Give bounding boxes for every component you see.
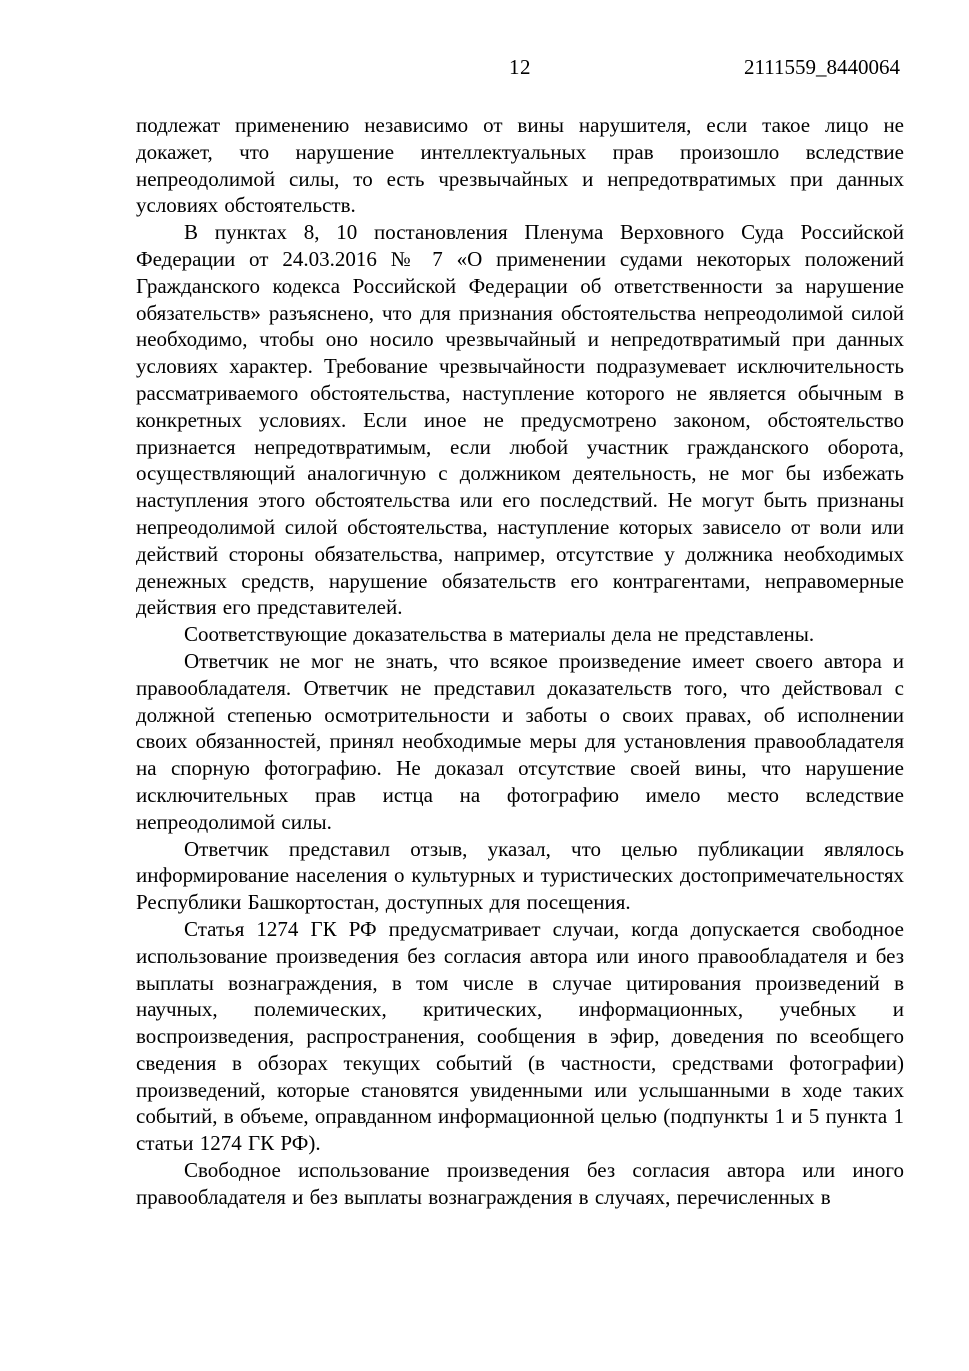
paragraph: Свободное использование произведения без согласия автора или иного правообладателя и без выплаты вознаграждения в случаях, перечисленных в <box>136 1158 904 1209</box>
paragraph: Ответчик не мог не знать, что всякое произведение имеет своего автора и правообладателя. Ответчик не представил доказательств того, что действовал с должной степенью осмотрительности и заботы о своих правах, об исполнении своих обязанностей, принял необходимые меры для установления правообладателя на спорную фотографию. Не доказал отсутствие своей вины, что нарушение исключительных прав истца на фотографию имело место вследствие непреодолимой силы. <box>136 648 904 834</box>
page-header <box>136 54 904 81</box>
paragraph-continuation: подлежат применению независимо от вины нарушителя, если такое лицо не докажет, что нарушение интеллектуальных прав произошло вследствие непреодолимой силы, то есть чрезвычайных и непредотвратимых при данных условиях обстоятельств. <box>136 113 904 218</box>
paragraph: Ответчик представил отзыв, указал, что целью публикации являлось информирование населения о культурных и туристических достопримечательностях Республики Башкортостан, доступных для посещения. <box>136 836 904 915</box>
paragraph: В пунктах 8, 10 постановления Пленума Верховного Суда Российской Федерации от 24.03.2016 № 7 «О применении судами некоторых положений Гражданского кодекса Российской Федерации об ответственности за нарушение обязательств» разъяснено, что для признания обстоятельства непреодолимой силой необходимо, чтобы оно носило чрезвычайный и непредотвратимый при данных условиях характер. Требование чрезвычайности подразумевает исключительность рассматриваемого обстоятельства, наступление которого не является обычным в конкретных условиях. Если иное не предусмотрено законом, обстоятельство признается непредотвратимым, если любой участник гражданского оборота, осуществляющий аналогичную с должником деятельность, не мог бы избежать наступления этого обстоятельства или его последствий. Не могут быть признаны непреодолимой силой обстоятельства, наступление которых зависело от воли или действий стороны обязательства, например, отсутствие у должника необходимых денежных средств, нарушение обязательств его контрагентами, неправомерные действия его представителей. <box>136 220 904 620</box>
document-body <box>136 112 904 1211</box>
paragraph: Статья 1274 ГК РФ предусматривает случаи, когда допускается свободное использование произведения без согласия автора или иного правообладателя и без выплаты вознаграждения, в том числе в случае цитирования произведений в научных, полемических, критических, информационных, учебных и воспроизведения, распространения, сообщения в эфир, доведения по всеобщего сведения в обзорах текущих событий (в частности, средствами фотографии) произведений, которые становятся увиденными или услышанными в ходе таких событий, в объеме, оправданном информационной целью (подпункты 1 и 5 пункта 1 статьи 1274 ГК РФ). <box>136 916 904 1156</box>
paragraph: Соответствующие доказательства в материалы дела не представлены. <box>184 622 815 647</box>
page-number: 12 <box>509 55 531 79</box>
document-id: 2111559_8440064 <box>744 55 900 79</box>
